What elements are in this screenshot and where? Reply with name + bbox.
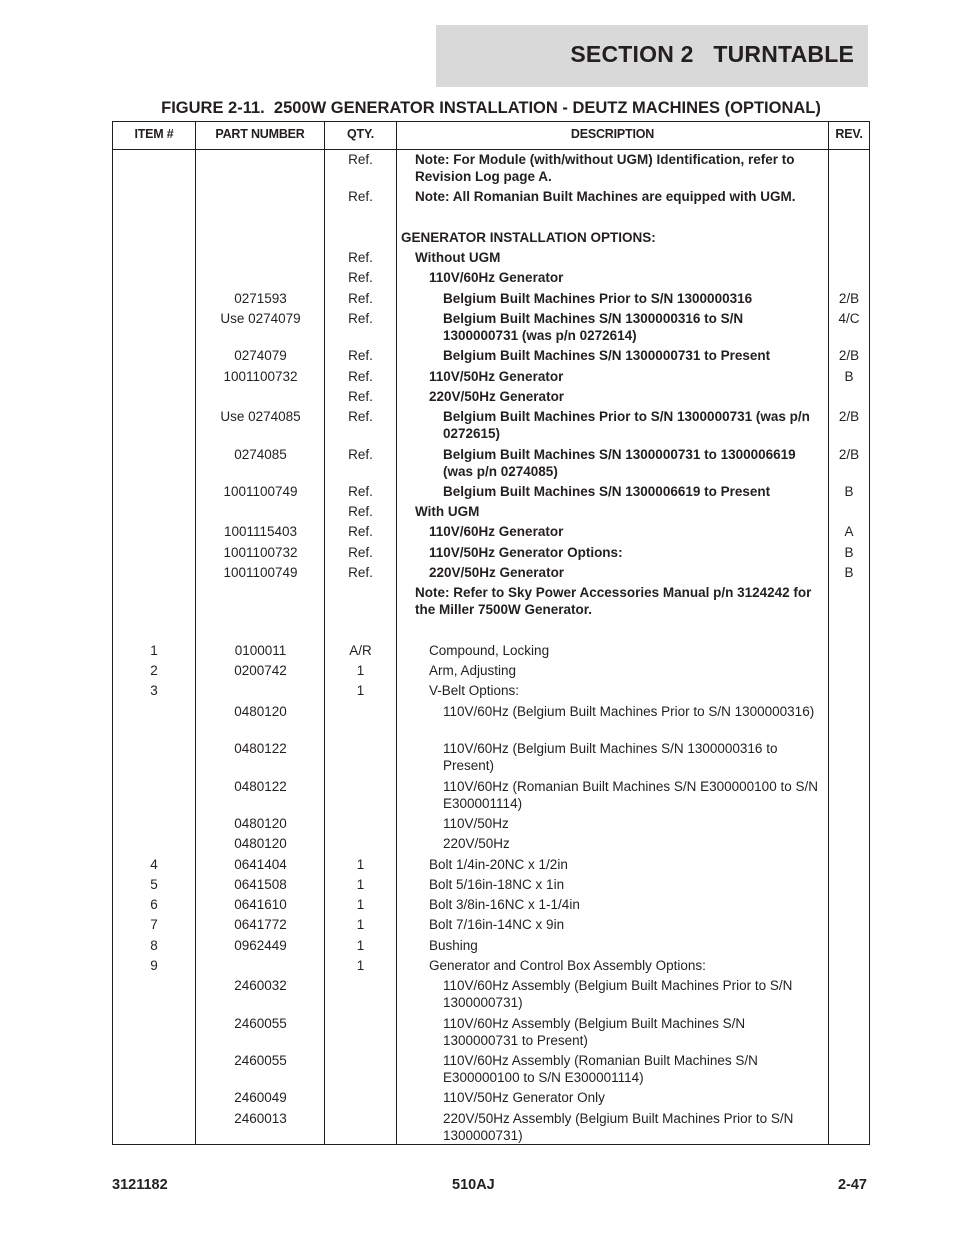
header-divider <box>113 149 869 150</box>
qty-cell: Ref. <box>348 250 373 265</box>
item-number-cell: 6 <box>150 897 158 912</box>
rev-cell: B <box>844 565 854 580</box>
item-number-cell: 4 <box>150 857 158 872</box>
qty-cell: Ref. <box>348 447 373 462</box>
description-cell: 110V/50Hz Generator Only <box>443 1090 605 1105</box>
qty-cell: 1 <box>356 897 365 912</box>
rev-cell: 4/C <box>838 311 860 326</box>
description-cell: Arm, Adjusting <box>429 663 517 678</box>
item-number-cell: 1 <box>150 643 158 658</box>
part-number-cell: Use 0274085 <box>220 409 301 424</box>
part-number-cell: 0480122 <box>234 741 287 756</box>
rev-cell: B <box>844 545 854 560</box>
description-cell: V-Belt Options: <box>429 683 520 698</box>
qty-cell: Ref. <box>348 484 373 499</box>
description-cell: Belgium Built Machines S/N 1300000731 to Present <box>443 348 771 363</box>
part-number-cell: 0641508 <box>234 877 287 892</box>
description-cell: Belgium Built Machines S/N 1300000731 to 1300006619 (was p/n 0274085) <box>443 447 796 479</box>
description-cell: 110V/60Hz (Romanian Built Machines S/N E300000100 to S/N E300001114) <box>443 779 818 811</box>
description-cell: 110V/60Hz Assembly (Belgium Built Machines Prior to S/N 1300000731) <box>443 978 793 1010</box>
qty-cell: 1 <box>356 683 365 698</box>
part-number-cell: 0100011 <box>234 643 287 658</box>
column-divider <box>396 122 397 1144</box>
qty-cell: 1 <box>356 958 365 973</box>
description-cell: 110V/60Hz (Belgium Built Machines Prior to S/N 1300000316) <box>443 704 815 719</box>
part-number-cell: 0480122 <box>234 779 287 794</box>
part-number-cell: 0480120 <box>234 704 287 719</box>
description-cell: Belgium Built Machines S/N 1300006619 to Present <box>443 484 771 499</box>
description-cell: Note: Refer to Sky Power Accessories Manual p/n 3124242 for the Miller 7500W Generator. <box>415 585 812 617</box>
rev-cell: 2/B <box>838 348 860 363</box>
description-cell: GENERATOR INSTALLATION OPTIONS: <box>401 230 656 245</box>
description-cell: Generator and Control Box Assembly Options: <box>429 958 706 973</box>
description-cell: 220V/50Hz Generator <box>429 565 565 580</box>
footer-model: 510AJ <box>452 1177 495 1193</box>
qty-cell: Ref. <box>348 545 373 560</box>
description-cell: 110V/50Hz Generator <box>429 369 564 384</box>
part-number-cell: 0641404 <box>234 857 287 872</box>
part-number-cell: 1001100732 <box>223 369 298 384</box>
qty-cell: 1 <box>356 877 365 892</box>
qty-cell: Ref. <box>348 409 373 424</box>
item-number-cell: 9 <box>150 958 158 973</box>
part-number-cell: 1001115403 <box>223 524 298 539</box>
part-number-cell: 0271593 <box>234 291 287 306</box>
part-number-cell: 1001100732 <box>223 545 298 560</box>
part-number-cell: 2460013 <box>234 1111 287 1126</box>
header-description: DESCRIPTION <box>570 127 655 141</box>
part-number-cell: 0641772 <box>234 917 287 932</box>
part-number-cell: 2460049 <box>234 1090 287 1105</box>
qty-cell: Ref. <box>348 311 373 326</box>
qty-cell: 1 <box>356 938 365 953</box>
item-number-cell: 2 <box>150 663 158 678</box>
header-part-number: PART NUMBER <box>215 127 305 141</box>
description-cell: Compound, Locking <box>429 643 550 658</box>
item-number-cell: 7 <box>150 917 158 932</box>
qty-cell: Ref. <box>348 152 373 167</box>
description-cell: Without UGM <box>415 250 501 265</box>
description-cell: 110V/60Hz (Belgium Built Machines S/N 1300000316 to Present) <box>443 741 778 773</box>
header-item: ITEM # <box>134 127 174 141</box>
description-cell: 110V/60Hz Assembly (Romanian Built Machines S/N E300000100 to S/N E300001114) <box>443 1053 758 1085</box>
part-number-cell: 0200742 <box>234 663 287 678</box>
description-cell: 110V/50Hz <box>443 816 509 831</box>
figure-title: FIGURE 2-11. 2500W GENERATOR INSTALLATION - DEUTZ MACHINES (OPTIONAL) <box>161 99 821 117</box>
description-cell: 110V/50Hz Generator Options: <box>429 545 623 560</box>
column-divider <box>828 122 829 1144</box>
part-number-cell: 2460032 <box>234 978 287 993</box>
rev-cell: 2/B <box>838 447 860 462</box>
qty-cell: Ref. <box>348 565 373 580</box>
part-number-cell: 0480120 <box>234 816 287 831</box>
qty-cell: Ref. <box>348 504 373 519</box>
qty-cell: Ref. <box>348 389 373 404</box>
description-cell: Bolt 3/8in-16NC x 1-1/4in <box>429 897 580 912</box>
section-title: SECTION 2 TURNTABLE <box>570 41 854 67</box>
description-cell: Belgium Built Machines Prior to S/N 1300000731 (was p/n 0272615) <box>443 409 810 441</box>
footer-manual-number: 3121182 <box>112 1177 168 1193</box>
description-cell: 220V/50Hz Assembly (Belgium Built Machines Prior to S/N 1300000731) <box>443 1111 794 1143</box>
item-number-cell: 3 <box>150 683 158 698</box>
description-cell: Note: For Module (with/without UGM) Identification, refer to Revision Log page A. <box>415 152 795 184</box>
qty-cell: 1 <box>356 917 365 932</box>
item-number-cell: 5 <box>150 877 158 892</box>
rev-cell: 2/B <box>838 409 860 424</box>
parts-table <box>112 121 870 1145</box>
qty-cell: Ref. <box>348 291 373 306</box>
part-number-cell: 1001100749 <box>223 565 298 580</box>
rev-cell: 2/B <box>838 291 860 306</box>
description-cell: Bolt 1/4in-20NC x 1/2in <box>429 857 568 872</box>
header-qty: QTY. <box>347 127 374 141</box>
description-cell: 220V/50Hz Generator <box>429 389 565 404</box>
description-cell: Belgium Built Machines S/N 1300000316 to S/N 1300000731 (was p/n 0272614) <box>443 311 744 343</box>
part-number-cell: 0274085 <box>234 447 287 462</box>
rev-cell: A <box>844 524 854 539</box>
part-number-cell: 2460055 <box>234 1016 287 1031</box>
description-cell: Bolt 7/16in-14NC x 9in <box>429 917 565 932</box>
rev-cell: B <box>844 484 854 499</box>
qty-cell: Ref. <box>348 189 373 204</box>
description-cell: Belgium Built Machines Prior to S/N 1300000316 <box>443 291 753 306</box>
part-number-cell: 2460055 <box>234 1053 287 1068</box>
part-number-cell: 1001100749 <box>223 484 298 499</box>
footer-page-number: 2-47 <box>837 1177 867 1193</box>
description-cell: Bolt 5/16in-18NC x 1in <box>429 877 565 892</box>
description-cell: 220V/50Hz <box>443 836 510 851</box>
part-number-cell: 0274079 <box>234 348 287 363</box>
description-cell: Note: All Romanian Built Machines are equipped with UGM. <box>415 189 796 204</box>
part-number-cell: 0480120 <box>234 836 287 851</box>
description-cell: 110V/60Hz Generator <box>429 270 564 285</box>
part-number-cell: 0962449 <box>234 938 287 953</box>
qty-cell: Ref. <box>348 348 373 363</box>
qty-cell: A/R <box>349 643 372 658</box>
section-banner <box>436 25 868 87</box>
part-number-cell: Use 0274079 <box>220 311 301 326</box>
description-cell: 110V/60Hz Generator <box>429 524 564 539</box>
qty-cell: Ref. <box>348 270 373 285</box>
description-cell: 110V/60Hz Assembly (Belgium Built Machines S/N 1300000731 to Present) <box>443 1016 746 1048</box>
qty-cell: Ref. <box>348 524 373 539</box>
qty-cell: Ref. <box>348 369 373 384</box>
description-cell: Bushing <box>429 938 478 953</box>
rev-cell: B <box>844 369 854 384</box>
item-number-cell: 8 <box>150 938 158 953</box>
qty-cell: 1 <box>356 857 365 872</box>
header-rev: REV. <box>835 127 863 141</box>
description-cell: With UGM <box>415 504 480 519</box>
part-number-cell: 0641610 <box>234 897 287 912</box>
qty-cell: 1 <box>356 663 365 678</box>
